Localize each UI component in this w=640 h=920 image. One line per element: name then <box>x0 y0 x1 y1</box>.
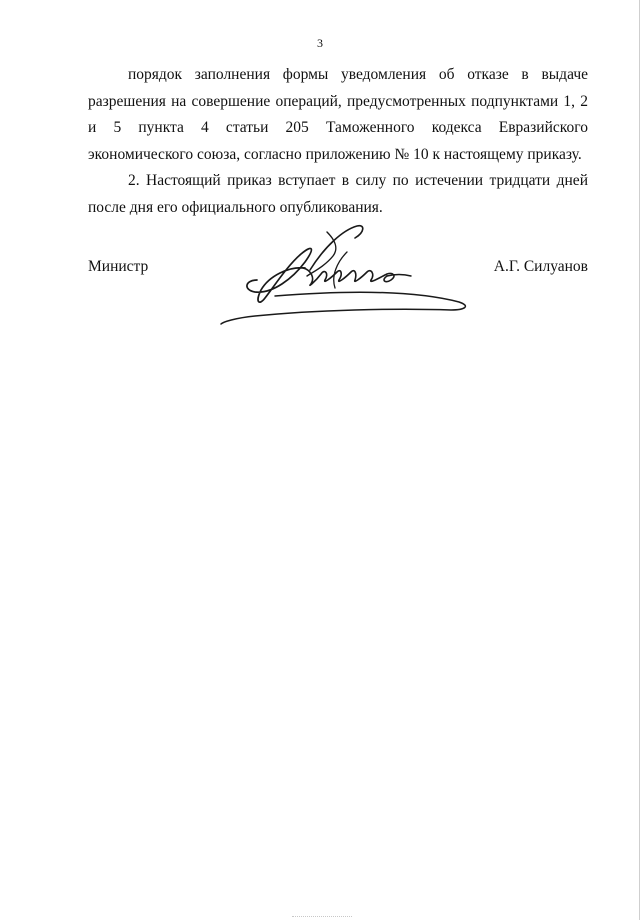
paragraph: 2. Настоящий приказ вступает в силу по истечении тридцати дней после дня его официального опубликования. <box>88 172 588 216</box>
page-number: 3 <box>317 36 323 50</box>
paragraph: порядок заполнения формы уведомления об отказе в выдаче разрешения на совершение операций, предусмотренных подпунктами 1, 2 и 5 пункта 4 статьи 205 Таможенного кодекса Евразийского экономического союза, согласно приложению № 10 к настоящему приказу. <box>88 66 588 163</box>
signatory-name: А.Г. Силуанов <box>493 258 588 275</box>
document-body <box>88 62 588 221</box>
scan-edge-mark <box>292 916 352 918</box>
signatory-title: Министр <box>88 258 149 275</box>
handwritten-signature <box>215 218 485 330</box>
